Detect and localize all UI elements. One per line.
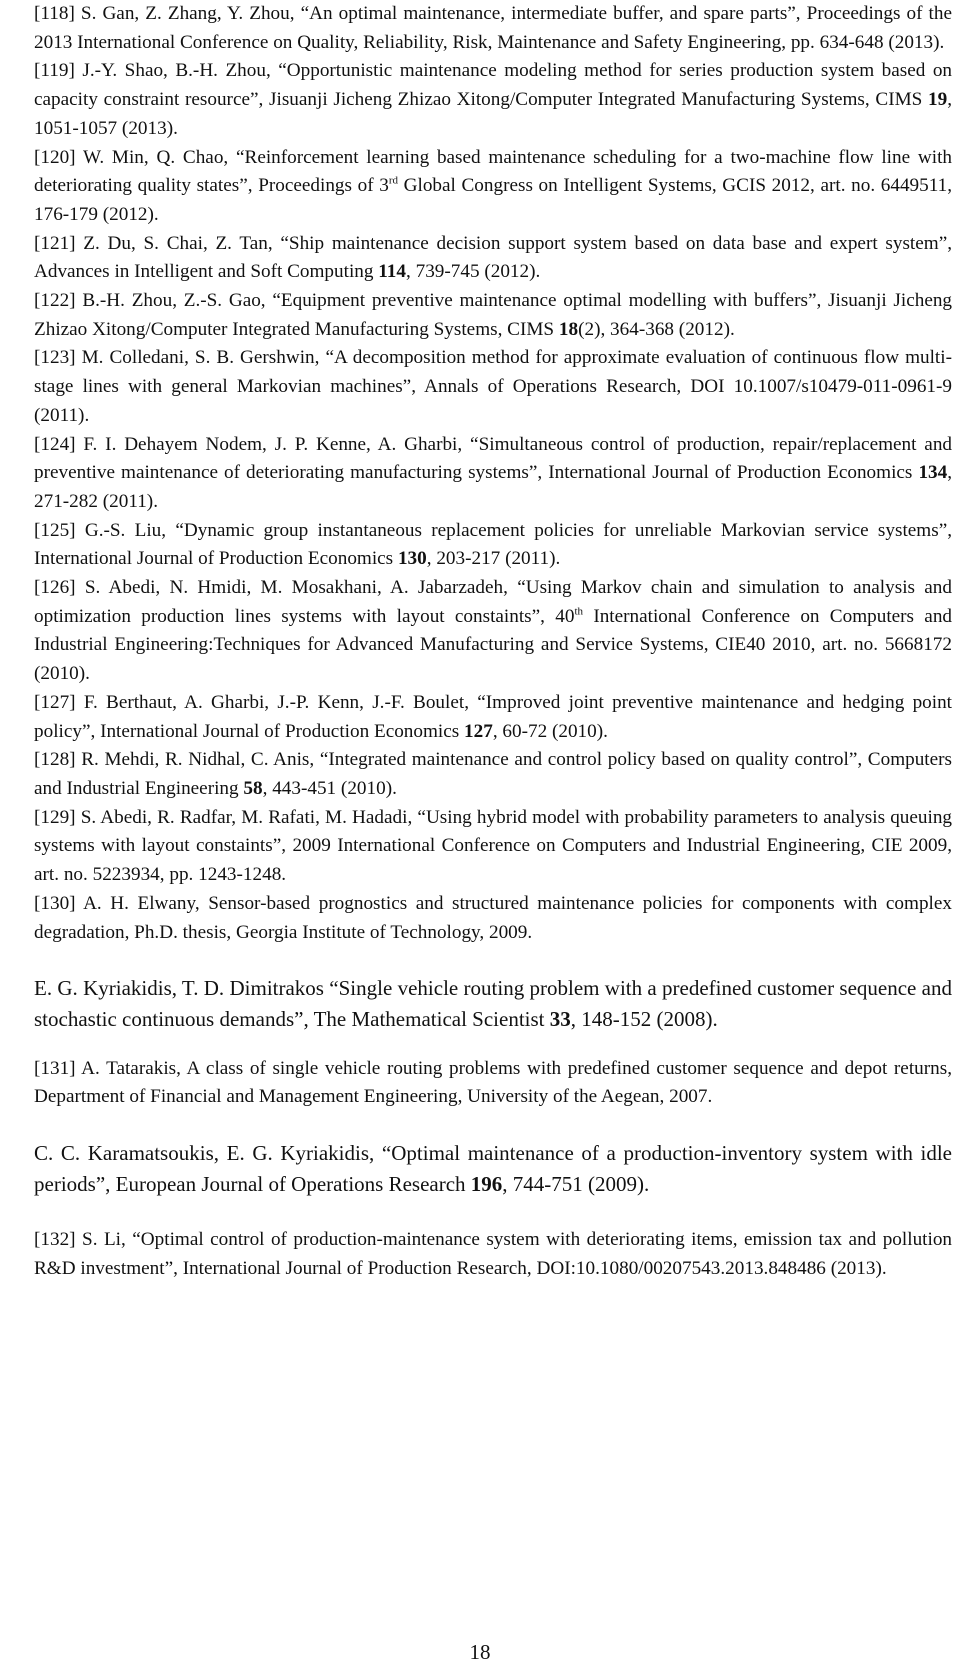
ref-venue: 40 [555,605,575,627]
ref-venue-cont: International Conference on Computers and Industrial Engineering:Techniques for Advanced Manufacturing and Service Systems, CIE40 2010, [34,605,953,656]
ref-title: “A decomposition method for approximate evaluation of continuous flow multi-stage lines with general Markovian machines”, [34,347,952,398]
ref-volume: 130 [397,548,427,570]
ref-title: “Integrated maintenance and control policy based on quality control”, [319,749,863,771]
ref-title: “Optimal control of production-maintenance system with deteriorating items, emission tax and pollution R&D investment”, [34,1229,953,1280]
reference-entry-129 [34,804,952,890]
ref-authors: E. G. Kyriakidis, T. D. Dimitrakos [34,976,324,1001]
ref-text: A class of single vehicle routing problems with predefined customer sequence and depot returns, Department of Financial and Management Engineering, University of the Aegean, 2007. [34,1057,952,1108]
reference-entry-130 [34,890,952,947]
page-number: 18 [469,1640,491,1664]
ref-label: [126] [34,577,76,599]
ref-authors: C. C. Karamatsoukis, E. G. Kyriakidis, [34,1141,375,1166]
ref-label: [123] [34,347,76,369]
ref-authors: W. Min, Q. Chao, [83,146,229,168]
ref-pages: pp. 634-648 (2013). [790,31,945,53]
ref-label: [119] [34,60,75,82]
ref-authors: F. I. Dehayem Nodem, J. P. Kenne, A. Gharbi, [83,433,463,455]
ref-pages: art. no. 6449511, 176-179 (2012). [34,175,953,225]
ref-label: [130] [34,892,76,914]
ref-venue-cont: Global Congress on Intelligent Systems, GCIS 2012, [403,175,815,197]
ref-volume: 19 [928,89,948,111]
ref-authors: M. Colledani, S. B. Gershwin, [81,347,320,369]
ref-venue: International Journal of Production Economics [100,720,460,742]
reference-entry-123 [34,344,952,430]
ref-venue: International Journal of Production Economics [548,462,913,484]
ref-volume: 127 [464,720,493,742]
ref-authors: S. Gan, Z. Zhang, Y. Zhou, [80,3,295,24]
ref-venue: International Journal of Production Economics [34,548,394,570]
ref-venue: Proceedings of the 2013 International Conference on Quality, Reliability, Risk, Maintenance and Safety Engineering, [34,3,952,53]
ref-title: “Using hybrid model with probability parameters to analysis queuing systems with layout constaints”, [34,806,953,857]
ref-pages: , 739-745 (2012). [406,261,541,283]
ref-pages: art. no. 5668172 (2010). [34,634,952,685]
ref-volume: 134 [918,462,948,484]
ref-title: “Using Markov chain and simulation to analysis and optimization production lines systems with layout constaints”, [34,577,952,627]
ref-title: “An optimal maintenance, intermediate buffer, and spare parts”, [300,3,801,24]
ref-authors: S. Abedi, R. Radfar, M. Rafati, M. Hadadi, [80,806,413,828]
ref-pages: DOI:10.1080/00207543.2013.848486 (2013). [536,1258,887,1280]
ref-label: [124] [34,433,76,455]
ref-label: [118] [34,3,75,24]
ref-pages: , 271-282 (2011). [34,462,953,512]
ref-venue: European Journal of Operations Research [115,1172,466,1197]
ref-title: “Equipment preventive maintenance optimal modelling with buffers”, [272,290,822,312]
ref-venue: Jisuanji Jicheng Zhizao Xitong/Computer Integrated Manufacturing Systems, CIMS [34,290,953,340]
ref-label: [125] [34,519,76,541]
reference-entry-126 [34,574,952,689]
ref-pages: , 60-72 (2010). [492,720,608,742]
ref-authors: B.-H. Zhou, Z.-S. Gao, [82,290,266,312]
ref-title: “Ship maintenance decision support system based on data base and expert system”, [280,232,953,254]
reference-entry-127 [34,689,952,746]
ref-pages: , 148-152 (2008). [570,1007,718,1032]
ref-volume: 114 [378,261,406,283]
ref-label: [131] [34,1057,76,1079]
ref-pages: , 203-217 (2011). [426,548,561,570]
ref-venue: Advances in Intelligent and Soft Computing [34,261,374,283]
ref-label: [120] [34,146,76,168]
ref-venue: Proceedings of 3 [258,175,389,197]
ref-authors: A. Tatarakis, [81,1057,181,1079]
reference-entry-118 [34,0,952,57]
ref-title: “Improved joint preventive maintenance and hedging point policy”, [34,691,953,742]
ref-authors: S. Li, [82,1229,126,1251]
reference-entry-132 [34,1226,952,1283]
ref-venue: Computers and Industrial Engineering [34,749,953,799]
reference-entry-124 [34,431,952,517]
ref-title: Sensor-based prognostics and structured maintenance policies for components with complex degradation, [34,892,952,943]
ref-superscript: rd [388,174,398,187]
ref-label: [121] [34,232,76,254]
ref-pages: art. no. 5223934, pp. 1243-1248. [34,864,287,886]
ref-volume: 18 [558,318,579,340]
ref-title: “Optimal maintenance of a production-inventory system with idle periods”, [34,1141,953,1197]
ref-pages: (2), 364-368 (2012). [578,318,735,340]
reference-entry-122 [34,287,952,344]
reference-entry-128 [34,746,952,803]
ref-authors: S. Abedi, N. Hmidi, M. Mosakhani, A. Jabarzadeh, [84,577,508,599]
ref-title: “Opportunistic maintenance modeling method for series production system based on capacity constraint resource”, [34,60,953,111]
ref-authors: J.-Y. Shao, B.-H. Zhou, [82,60,271,82]
ref-volume: 33 [549,1007,571,1032]
ref-label: [132] [34,1229,76,1251]
ref-title: “Simultaneous control of production, repair/replacement and preventive maintenance of deteriorating manufacturing systems”, [34,433,953,484]
ref-authors: R. Mehdi, R. Nidhal, C. Anis, [81,749,315,771]
ref-volume: 196 [470,1172,503,1197]
ref-title: “Single vehicle routing problem with a predefined customer sequence and stochastic continuous demands”, [34,976,953,1032]
ref-pages: , 1051-1057 (2013). [34,89,953,139]
ref-title: “Dynamic group instantaneous replacement policies for unreliable Markovian service systems”, [175,519,953,541]
reference-entry-120 [34,144,952,230]
reference-entry-131 [34,1055,952,1112]
reference-entry-karamatsoukis-kyriakidis [34,1138,952,1200]
ref-label: [129] [34,806,76,828]
ref-authors: Z. Du, S. Chai, Z. Tan, [83,232,273,254]
ref-pages: , 443-451 (2010). [262,777,397,799]
ref-title: “Reinforcement learning based maintenance scheduling for a two-machine flow line with deteriorating quality states”, [34,146,953,197]
ref-venue: Ph.D. thesis, Georgia Institute of Technology, 2009. [134,921,533,943]
ref-superscript: th [574,605,584,618]
ref-label: [128] [34,749,76,771]
ref-venue: International Journal of Production Research, [182,1258,532,1280]
reference-entry-kyriakidis-dimitrakos [34,973,952,1035]
ref-venue: 2009 International Conference on Computers and Industrial Engineering, CIE 2009, [292,835,952,857]
reference-list-page [34,0,952,1284]
ref-venue: The Mathematical Scientist [313,1007,545,1032]
ref-pages: DOI 10.1007/s10479-011-0961-9 (2011). [34,376,953,426]
ref-authors: F. Berthaut, A. Gharbi, J.-P. Kenn, J.-F. Boulet, [83,691,470,713]
reference-entry-125 [34,517,952,574]
ref-venue: Jisuanji Jicheng Zhizao Xitong/Computer Integrated Manufacturing Systems, CIMS [269,89,923,111]
ref-authors: A. H. Elwany, [83,892,200,914]
ref-volume: 58 [243,777,263,799]
reference-list [34,0,952,947]
ref-authors: G.-S. Liu, [84,519,167,541]
reference-entry-121 [34,230,952,287]
ref-label: [127] [34,691,76,713]
ref-pages: , 744-751 (2009). [502,1172,650,1197]
ref-label: [122] [34,290,76,312]
ref-venue: Annals of Operations Research, [424,376,682,398]
reference-entry-119 [34,57,952,143]
